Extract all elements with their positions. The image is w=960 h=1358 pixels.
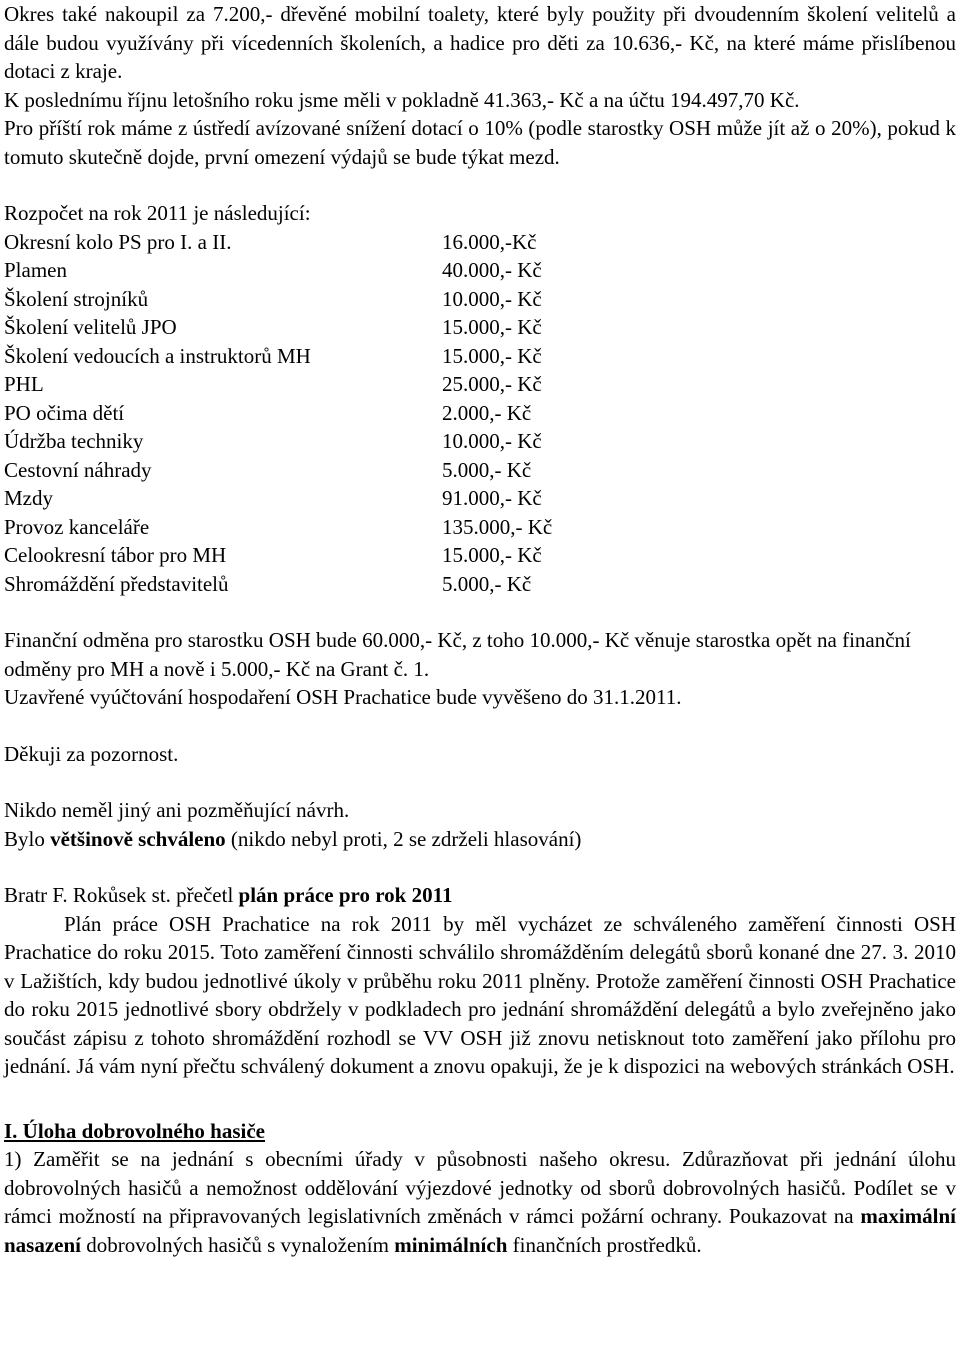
budget-row <box>4 285 956 314</box>
budget-item-value: 15.000,- Kč <box>442 543 542 567</box>
item1-bold-1: maximální nasazení <box>4 1204 956 1257</box>
budget-item-value: 15.000,- Kč <box>442 315 542 339</box>
thanks-line: Děkuji za pozornost. <box>4 741 179 766</box>
paragraph-reward: Finanční odměna pro starostku OSH bude 60.000,- Kč, z toho 10.000,- Kč věnuje starostka opět na finanční odměny pro MH a nově i 5.000,- Kč na Grant č. 1. <box>4 628 911 681</box>
vote-line-1: Nikdo neměl jiný ani pozměňující návrh. <box>4 798 350 822</box>
budget-item-label: Školení strojníků <box>4 286 149 311</box>
plan-body: Plán práce OSH Prachatice na rok 2011 by měl vycházet ze schváleného zaměření činnosti OSH Prachatice do roku 2015. Toto zaměření činnosti schválilo shromážděním delegátů sborů konané dne 27. 3. 2010 v Lažištích, kdy budou jednotlivé úkoly v průběhu roku 2011 plněny. Protože zaměření činnosti OSH Prachatice do roku 2015 jednotlivé sbory obdržely v podkladech pro jednání shromáždění delegátů a bylo zveřejněno jako součást zápisu z tohoto shromáždění rozhodl se VV OSH již znovu netisknout toto zaměření jako přílohu pro jednání. Já vám nyní přečtu schválený dokument a znovu opakuji, že je k dispozici na webových stránkách OSH. <box>4 911 956 1078</box>
budget-item-value: 16.000,-Kč <box>442 229 537 254</box>
budget-item-value: 15.000,- Kč <box>442 343 542 368</box>
budget-item-label: Okresní kolo PS pro I. a II. <box>4 229 232 254</box>
item1-bold-2: minimálních <box>394 1232 508 1257</box>
budget-row <box>4 570 956 599</box>
budget-item-label: Shromáždění představitelů <box>4 571 229 596</box>
paragraph-cash-status: K poslednímu říjnu letošního roku jsme měli v pokladně 41.363,- Kč a na účtu 194.497,70 Kč. <box>4 87 800 112</box>
budget-row <box>4 342 956 371</box>
budget-row <box>4 427 956 456</box>
vote-result: většinově schváleno <box>50 826 226 851</box>
vote-post: (nikdo nebyl proti, 2 se zdrželi hlasování) <box>225 826 582 851</box>
budget-row <box>4 256 956 285</box>
budget-item-label: Cestovní náhrady <box>4 457 152 482</box>
budget-row <box>4 541 956 570</box>
budget-row <box>4 228 956 257</box>
budget-item-value: 10.000,- Kč <box>442 286 542 311</box>
plan-intro-pre: Bratr F. Rokůsek st. přečetl <box>4 883 239 907</box>
item1-part-a: 1) Zaměřit se na jednání s obecními úřady v působnosti našeho okresu. Zdůrazňovat při jednání úlohu dobrovolných hasičů a nemožnost oddělování výjezdové jednotky od sborů dobrovolných hasičů. Podílet se v rámci možností na připravovaných legislativních změnách v rámci požární ochrany. Poukazovat na <box>4 1147 956 1228</box>
budget-item-label: Školení velitelů JPO <box>4 315 177 339</box>
budget-row <box>4 513 956 542</box>
budget-item-label: Plamen <box>4 258 67 282</box>
section-heading-text: I. Úloha dobrovolného hasiče <box>4 1118 265 1143</box>
budget-row <box>4 370 956 399</box>
budget-item-value: 10.000,- Kč <box>442 429 542 453</box>
budget-item-value: 2.000,- Kč <box>442 400 532 425</box>
budget-row <box>4 399 956 428</box>
plan-intro-title: plán práce pro rok 2011 <box>238 883 453 907</box>
budget-item-value: 91.000,- Kč <box>442 486 542 510</box>
budget-row <box>4 313 956 342</box>
budget-row <box>4 484 956 513</box>
budget-item-label: Celookresní tábor pro MH <box>4 543 227 567</box>
budget-title: Rozpočet na rok 2011 je následující: <box>4 201 311 225</box>
paragraph-purchases: Okres také nakoupil za 7.200,- dřevěné mobilní toalety, které byly použity při dvoudenním školení velitelů a dále budou využívány při vícedenních školeních, a hadice pro děti za 10.636,- Kč, na které máme přislíbenou dotaci z kraje. <box>4 2 956 83</box>
budget-item-value: 40.000,- Kč <box>442 258 542 282</box>
paragraph-subsidy-cut: Pro příští rok máme z ústředí avízované snížení dotací o 10% (podle starostky OSH může jít až o 20%), pokud k tomuto skutečně dojde, první omezení výdajů se bude týkat mezd. <box>4 116 956 169</box>
budget-item-label: PO očima dětí <box>4 400 125 425</box>
vote-pre: Bylo <box>4 826 51 851</box>
plan-intro <box>4 881 956 910</box>
section-heading <box>4 1117 956 1146</box>
budget-row <box>4 456 956 485</box>
budget-item-value: 5.000,- Kč <box>442 571 532 596</box>
section-item-1 <box>4 1145 956 1259</box>
budget-item-value: 25.000,- Kč <box>442 372 542 396</box>
item1-part-c: finančních prostředků. <box>507 1232 702 1257</box>
vote-line-2 <box>4 825 956 854</box>
paragraph-accounting: Uzavřené vyúčtování hospodaření OSH Prachatice bude vyvěšeno do 31.1.2011. <box>4 685 682 709</box>
budget-item-value: 135.000,- Kč <box>442 514 553 539</box>
budget-item-label: Provoz kanceláře <box>4 514 150 539</box>
item1-part-b: dobrovolných hasičů s vynaložením <box>81 1232 395 1257</box>
budget-item-label: PHL <box>4 372 44 396</box>
budget-table <box>4 228 956 599</box>
budget-item-value: 5.000,- Kč <box>442 457 532 482</box>
budget-item-label: Údržba techniky <box>4 429 144 453</box>
budget-item-label: Mzdy <box>4 486 53 510</box>
budget-item-label: Školení vedoucích a instruktorů MH <box>4 343 311 368</box>
